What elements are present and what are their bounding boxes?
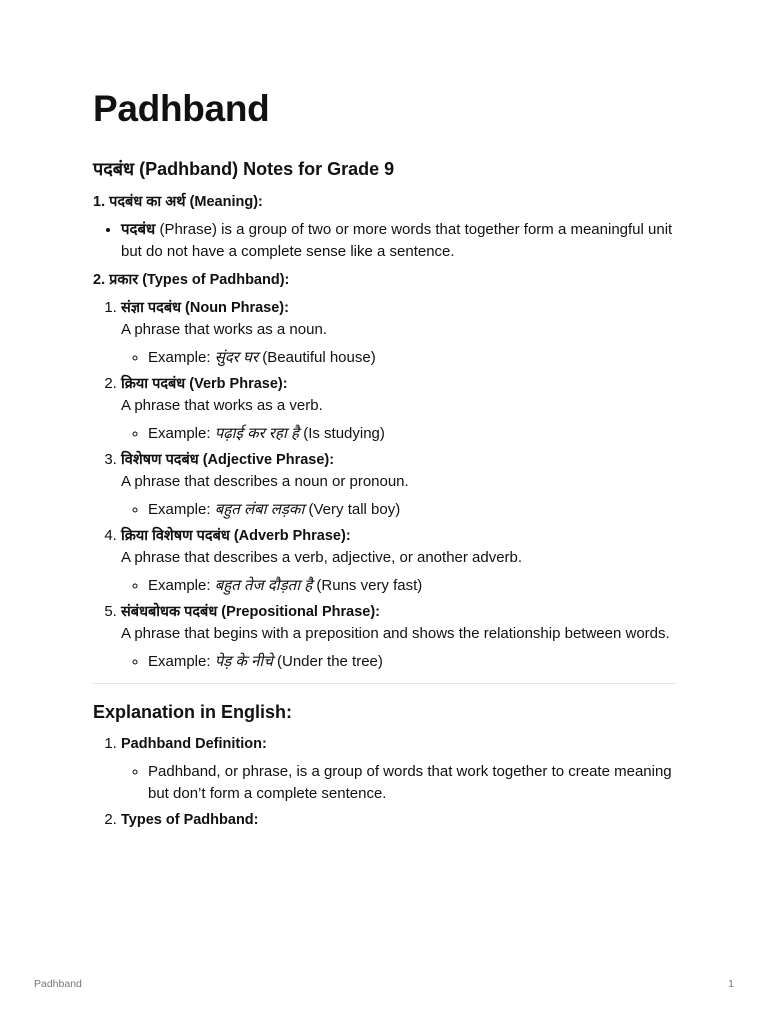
english-item-title: 2. Types of Padhband:: [121, 812, 259, 828]
example-english: (Is studying): [299, 425, 385, 442]
example-english: (Runs very fast): [312, 577, 423, 594]
type-item-adjective: [121, 449, 677, 521]
example-prefix: Example:: [148, 501, 215, 518]
document-title: Padhband: [93, 88, 270, 129]
english-item-definition: [121, 733, 677, 805]
type-description: A phrase that works as a verb.: [121, 397, 323, 414]
section-divider: [93, 683, 677, 684]
meaning-term: पदबंध: [121, 221, 156, 238]
example-english: (Very tall boy): [304, 501, 401, 518]
types-list: [93, 297, 677, 673]
meaning-item: [121, 219, 677, 263]
type-description: A phrase that works as a noun.: [121, 321, 327, 338]
type-example: [148, 651, 677, 673]
type-title: 1. संज्ञा पदबंध (Noun Phrase):: [121, 300, 289, 316]
example-prefix: Example:: [148, 349, 215, 366]
notes-subtitle: पदबंध (Padhband) Notes for Grade 9: [93, 159, 395, 179]
english-item-title: 1. Padhband Definition:: [121, 736, 267, 752]
example-prefix: Example:: [148, 577, 215, 594]
type-example: [148, 499, 677, 521]
type-item-prepositional: [121, 601, 677, 673]
example-hindi: बहुत लंबा लड़का: [214, 501, 305, 518]
english-list: [93, 733, 677, 831]
example-prefix: Example:: [148, 425, 215, 442]
footer-page-number: 1: [728, 978, 734, 990]
example-hindi: पढ़ाई कर रहा है: [214, 425, 300, 442]
document-body: [93, 157, 677, 835]
type-item-verb: [121, 373, 677, 445]
english-item-bullet: ◦ Padhband, or phrase, is a group of words that work together to create meaning but don’t form a complete sentence.: [148, 761, 677, 805]
type-example: [148, 575, 677, 597]
types-label: 2. प्रकार (Types of Padhband):: [93, 272, 290, 288]
example-hindi: सुंदर घर: [214, 349, 259, 366]
type-title: 4. क्रिया विशेषण पदबंध (Adverb Phrase):: [121, 528, 351, 544]
example-prefix: Example:: [148, 653, 215, 670]
example-english: (Beautiful house): [258, 349, 376, 366]
type-title: 2. क्रिया पदबंध (Verb Phrase):: [121, 376, 288, 392]
footer-doc-name: Padhband: [34, 978, 82, 990]
type-description: A phrase that describes a noun or pronoun.: [121, 473, 409, 490]
example-hindi: बहुत तेज दौड़ता है: [214, 577, 313, 594]
type-description: A phrase that begins with a preposition and shows the relationship between words.: [121, 625, 670, 642]
type-description: A phrase that describes a verb, adjective, or another adverb.: [121, 549, 523, 566]
type-title: 5. संबंधबोधक पदबंध (Prepositional Phrase):: [121, 604, 381, 620]
meaning-list: [93, 219, 677, 263]
meaning-label: 1. पदबंध का अर्थ (Meaning):: [93, 194, 263, 210]
meaning-text: (Phrase) is a group of two or more words that together form a meaningful unit but do not have a complete sense like a sentence.: [121, 221, 673, 260]
english-item-types: [121, 809, 677, 831]
type-item-adverb: [121, 525, 677, 597]
type-example: [148, 423, 677, 445]
type-title: 3. विशेषण पदबंध (Adjective Phrase):: [121, 452, 335, 468]
type-example: [148, 347, 677, 369]
example-english: (Under the tree): [272, 653, 383, 670]
english-heading: Explanation in English:: [93, 702, 293, 722]
example-hindi: पेड़ के नीचे: [214, 653, 273, 670]
type-item-noun: [121, 297, 677, 369]
